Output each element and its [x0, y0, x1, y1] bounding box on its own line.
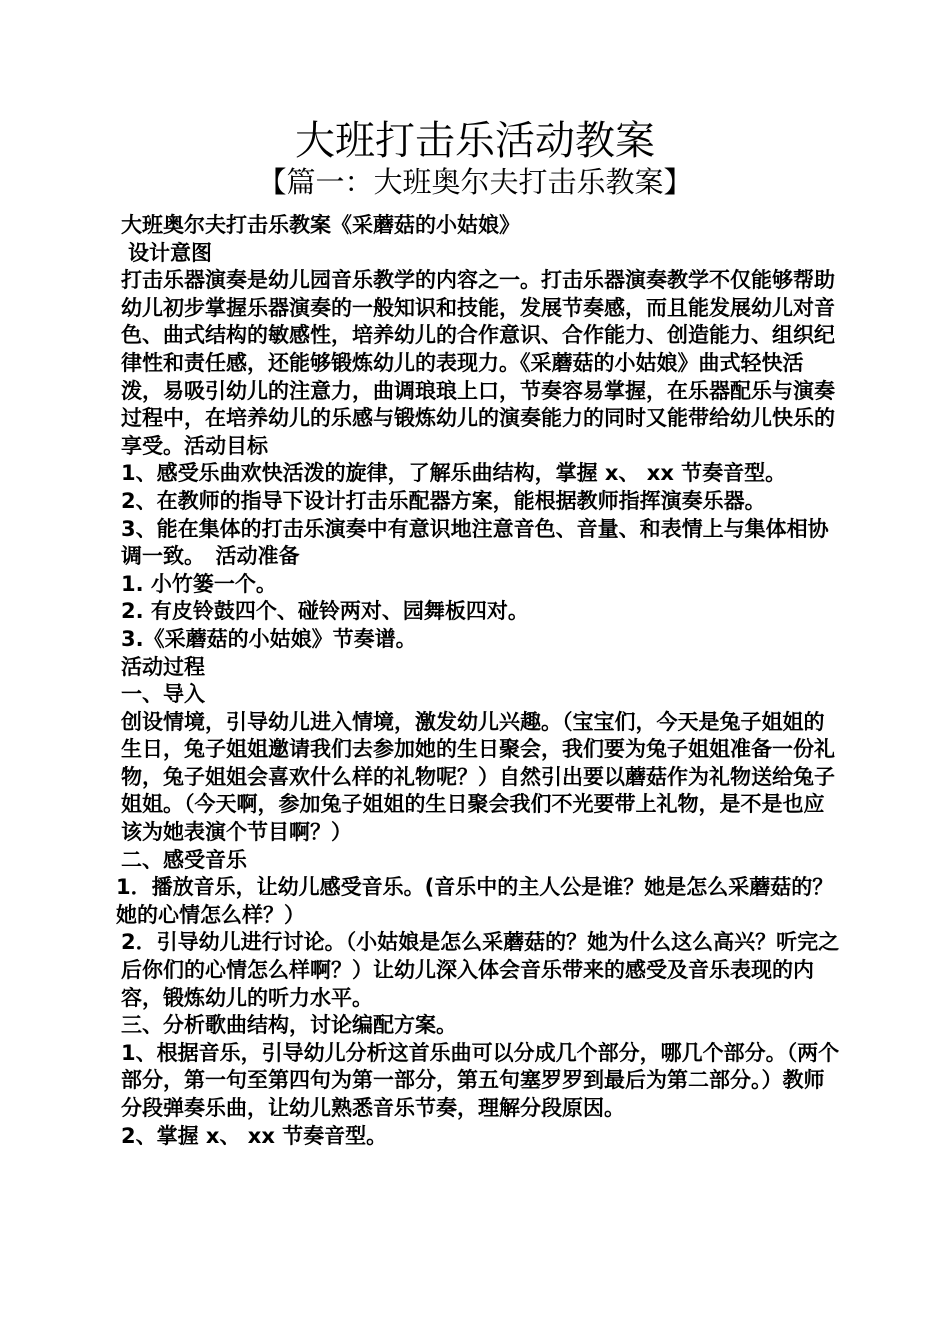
- design-intent-body: 打击乐器演奏是幼儿园音乐教学的内容之一。打击乐器演奏教学不仅能够帮助幼儿初步掌握乐器演奏的一般知识和技能，发展节奏感，而且能发展幼儿对音色、曲式结构的敏感性，培养幼儿的合作意识、合作能力、创造能力、组织纪律性和责任感，还能够锻炼幼儿的表现力。《采蘑菇的小姑娘》曲式轻快活泼，易吸引幼儿的注意力，曲调琅琅上口，节奏容易掌握，在乐器配乐与演奏过程中，在培养幼儿的乐感与锻炼幼儿的演奏能力的同时又能带给幼儿快乐的享受。活动目标: [121, 268, 835, 458]
- prep-3: 3.《采蘑菇的小姑娘》节奏谱。: [121, 626, 417, 651]
- goal-2: 2、在教师的指导下设计打击乐配器方案，能根据教师指挥演奏乐器。: [121, 488, 766, 513]
- step-2-item-2: 2．引导幼儿进行讨论。（小姑娘是怎么采蘑菇的？她为什么这么高兴？听完之后你们的心情怎么样啊？）让幼儿深入体会音乐带来的感受及音乐表现的内容，锻炼幼儿的听力水平。: [121, 930, 840, 1010]
- document-body: [116, 212, 842, 1150]
- step-3-item-2: 2、掌握 x、 xx 节奏音型。: [121, 1123, 388, 1148]
- step-2-heading: 二、感受音乐: [121, 847, 247, 872]
- goal-1: 1、感受乐曲欢快活泼的旋律，了解乐曲结构，掌握 x、 xx 节奏音型。: [121, 461, 787, 486]
- process-heading: 活动过程: [121, 654, 205, 679]
- goal-3: 3、能在集体的打击乐演奏中有意识地注意音色、音量、和表情上与集体相协调一致。 活动准备: [121, 516, 829, 569]
- step-3-item-1: 1、根据音乐，引导幼儿分析这首乐曲可以分成几个部分，哪几个部分。（两个部分，第一句至第四句为第一部分，第五句塞罗罗到最后为第二部分。）教师分段弹奏乐曲，让幼儿熟悉音乐节奏，理解分段原因。: [121, 1040, 840, 1120]
- prep-1: 1. 小竹篓一个。: [121, 571, 277, 596]
- prep-2: 2. 有皮铃鼓四个、碰铃两对、园舞板四对。: [121, 599, 529, 624]
- lesson-heading: 大班奥尔夫打击乐教案《采蘑菇的小姑娘》: [121, 213, 520, 237]
- document-title: 大班打击乐活动教案: [295, 118, 655, 164]
- document-subtitle: 【篇一：大班奥尔夫打击乐教案】: [257, 165, 693, 199]
- step-2-item-1: 1．播放音乐，让幼儿感受音乐。(音乐中的主人公是谁？她是怎么采蘑菇的？她的心情怎么样？）: [116, 875, 834, 927]
- step-1-body: 创设情境，引导幼儿进入情境，激发幼儿兴趣。（宝宝们，今天是兔子姐姐的生日，兔子姐姐邀请我们去参加她的生日聚会，我们要为兔子姐姐准备一份礼物，兔子姐姐会喜欢什么样的礼物呢？）自然引出要以蘑菇作为礼物送给兔子姐姐。（今天啊，参加兔子姐姐的生日聚会我们不光要带上礼物，是不是也应该为她表演个节目啊？）: [121, 709, 835, 845]
- design-intent-heading: 设计意图: [128, 240, 212, 265]
- step-3-heading: 三、分析歌曲结构，讨论编配方案。: [121, 1013, 457, 1038]
- step-1-heading: 一、导入: [121, 682, 205, 707]
